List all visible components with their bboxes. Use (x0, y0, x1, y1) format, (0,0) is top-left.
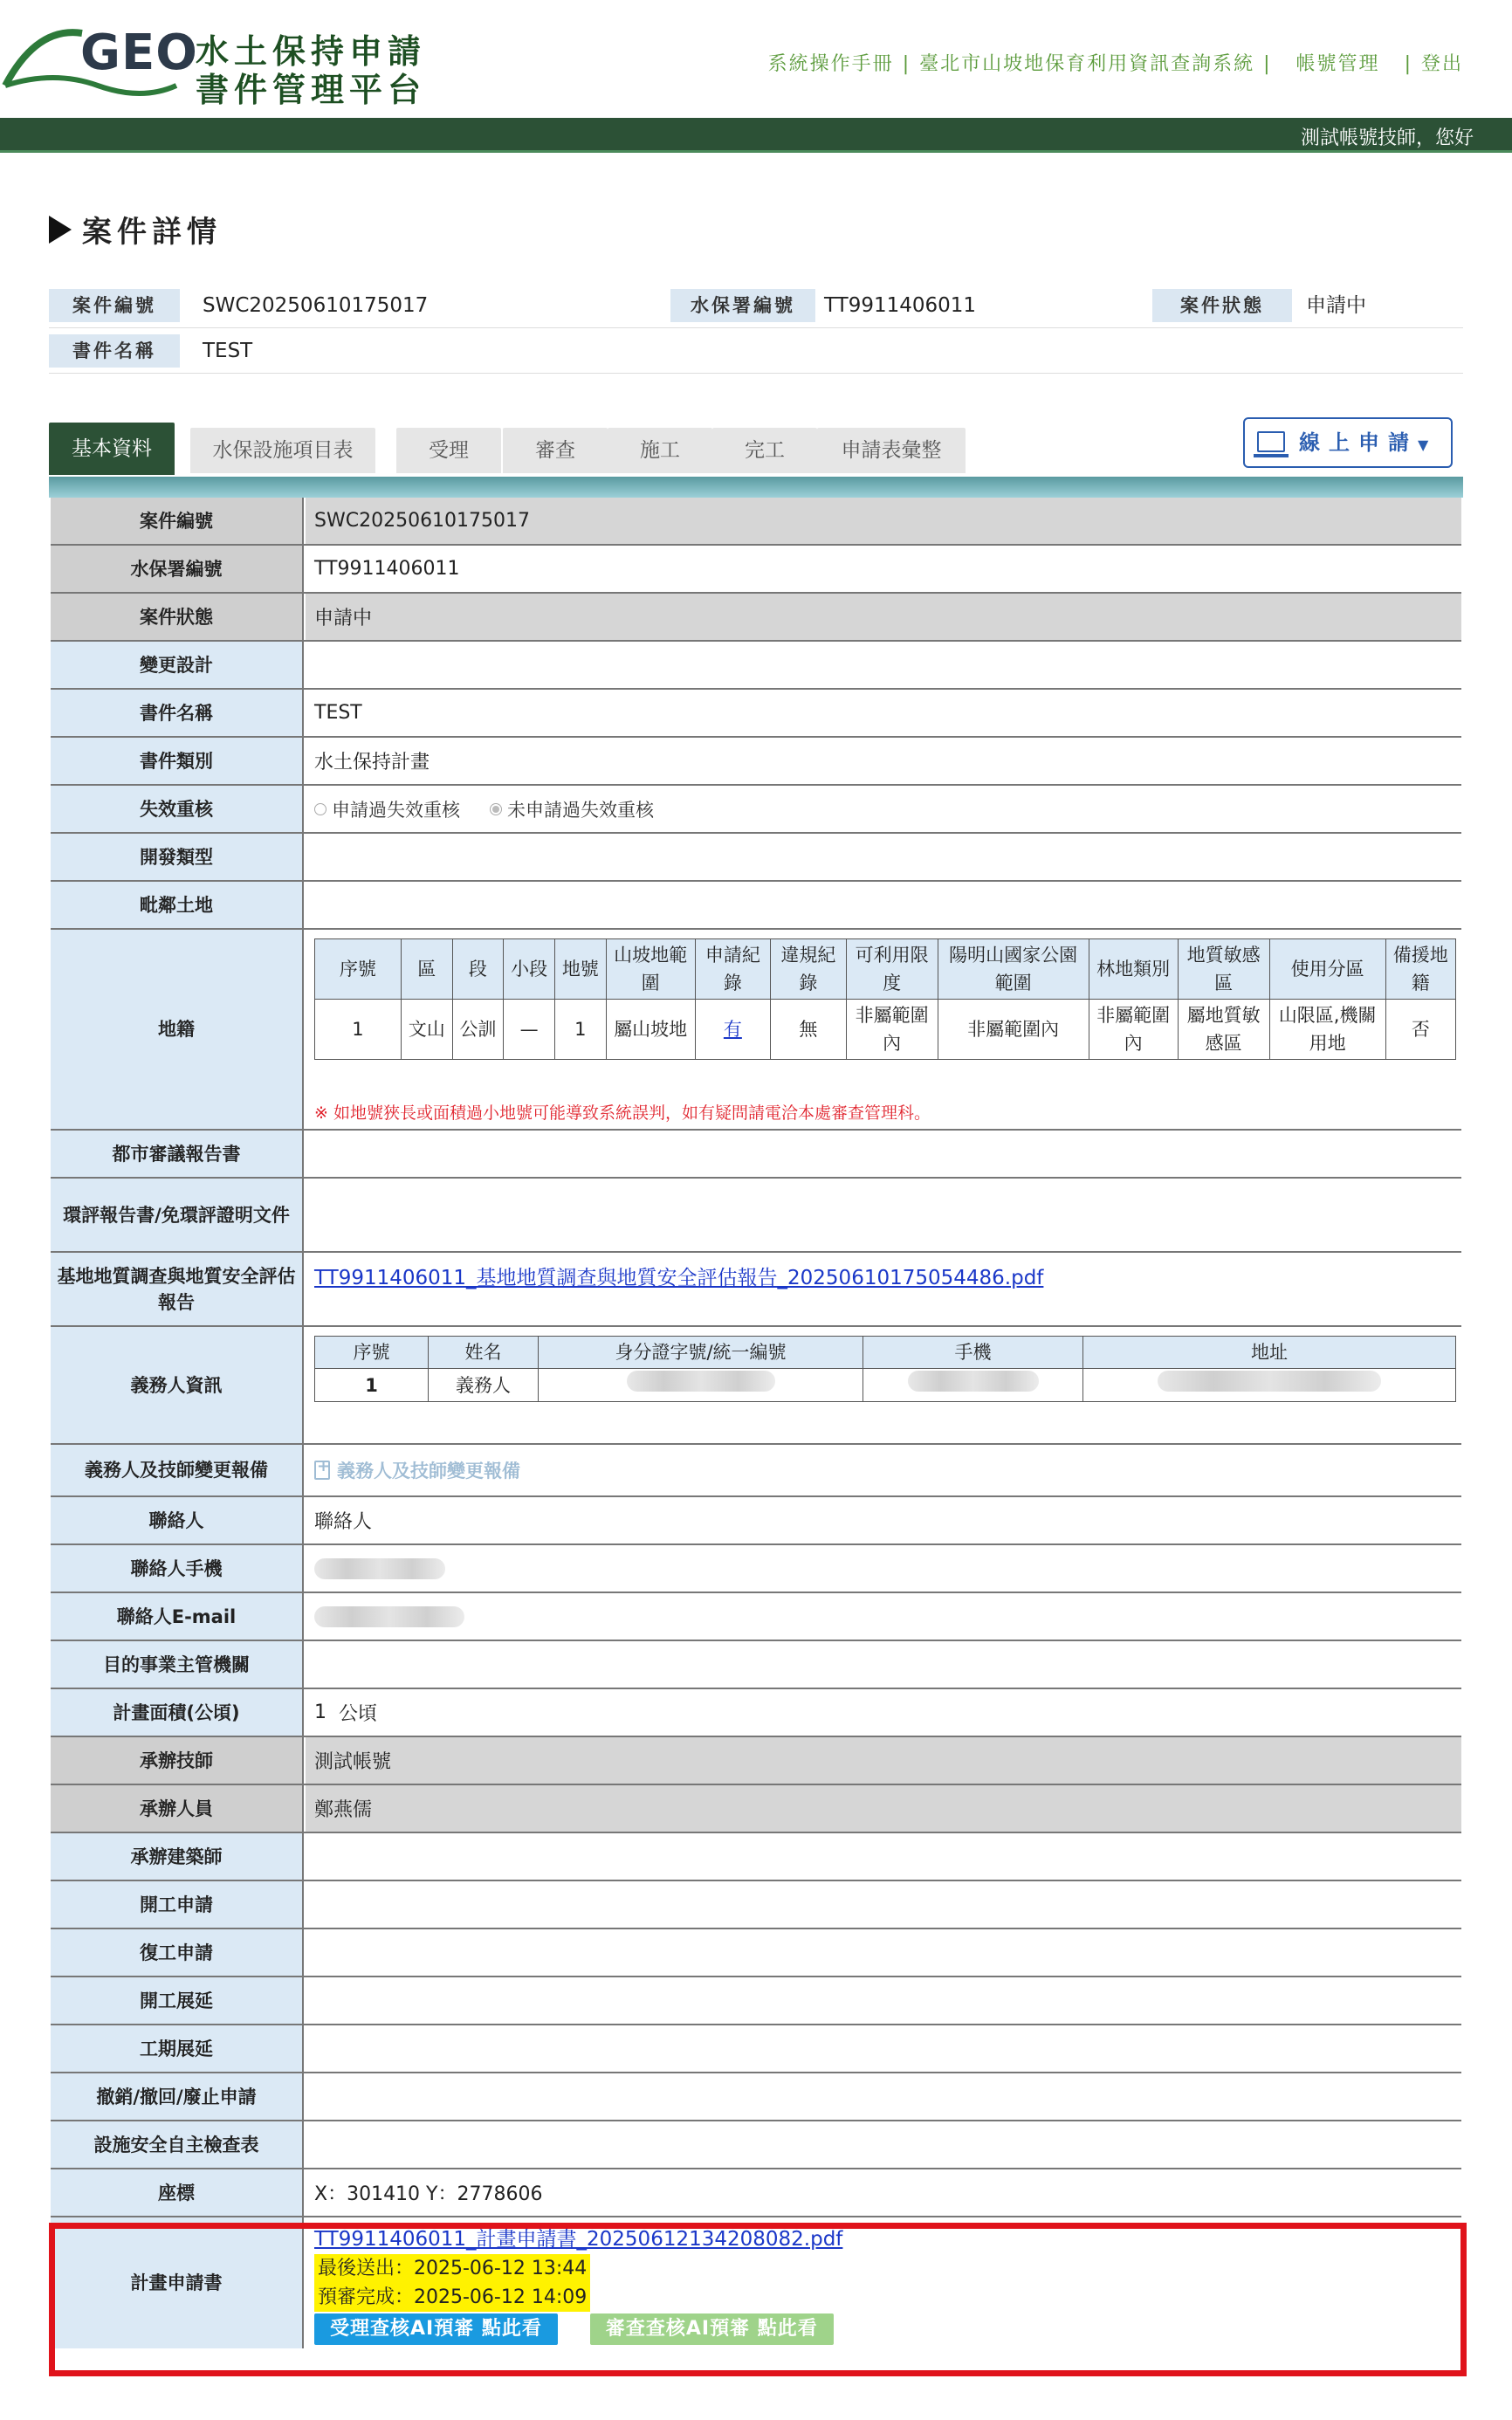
row-adjacent: 毗鄰土地 (51, 882, 1461, 930)
site-logo[interactable] (2, 17, 438, 109)
monitor-icon (1257, 431, 1285, 452)
row-authority: 目的事業主管機關 (51, 1641, 1461, 1689)
logo-text: GEO (80, 24, 198, 81)
triangle-icon (49, 216, 72, 244)
redacted-contact-phone (314, 1558, 445, 1579)
row-doc-name: 書件名稱 TEST (51, 690, 1461, 738)
tab-basic[interactable]: 基本資料 (49, 423, 175, 475)
row-case-no: 案件編號 SWC20250610175017 (51, 498, 1461, 546)
table-row: 1 文山 公訓 — 1 屬山坡地 有 無 非屬範圍內 非屬範圍內 非屬範圍內 屬地質敏感區 山限區,機關用地 否 (315, 1000, 1456, 1060)
row-withdraw: 撤銷/撤回/廢止申請 (51, 2073, 1461, 2121)
tab-underline (49, 477, 1463, 498)
row-contact-email: 聯絡人E-mail (51, 1593, 1461, 1641)
accept-ai-review-button[interactable]: 受理查核AI預審 點此看 (314, 2313, 558, 2345)
add-file-icon (314, 1461, 330, 1480)
summary-label: 案件狀態 (1152, 289, 1292, 322)
row-change-design: 變更設計 (51, 642, 1461, 690)
plan-file-link[interactable]: TT9911406011_計畫申請書_20250612134208082.pdf (314, 2228, 843, 2251)
summary-doc-name: TEST (203, 340, 253, 362)
row-start-ext: 開工展延 (51, 1977, 1461, 2025)
row-status: 案件狀態 申請中 (51, 594, 1461, 642)
user-bar (0, 118, 1512, 153)
row-architect: 承辦建築師 (51, 1833, 1461, 1881)
row-change-notice: 義務人及技師變更報備 + 義務人及技師變更報備 (51, 1445, 1461, 1497)
redacted-id (627, 1371, 775, 1392)
reapproval-yes-radio[interactable] (314, 803, 326, 815)
land-note: ※ 如地號狹長或面積過小地號可能導致系統誤判，如有疑問請電洽本處審查管理科。 (314, 1103, 931, 1123)
highlight-box (49, 2223, 1467, 2376)
redacted-phone (908, 1371, 1039, 1392)
row-area: 計畫面積(公頃) 1 公頃 (51, 1689, 1461, 1737)
table-row: 1 義務人 (315, 1369, 1456, 1402)
summary-row (49, 286, 1463, 328)
slope-query-link[interactable]: 臺北市山坡地保育利用資訊查詢系統 (919, 53, 1255, 75)
platform-title-line1: 水土保持申請 (196, 32, 427, 71)
platform-title-line2: 書件管理平台 (196, 71, 427, 109)
row-plan: 計畫申請書 TT9911406011_計畫申請書_20250612134208082.pdf 最後送出：2025-06-12 13:44 預審完成：2025-06-12 14:09 受理查核AI預審 點此看 審查查核AI預審 點此看 (51, 2217, 1461, 2348)
row-urban-review: 都市審議報告書 (51, 1131, 1461, 1179)
summary-label: 書件名稱 (49, 334, 180, 368)
row-dev-type: 開發類型 (51, 834, 1461, 882)
top-links: 系統操作手冊 | 臺北市山坡地保育利用資訊查詢系統 | 帳號管理 | 登出 (767, 53, 1463, 75)
summary-label: 案件編號 (49, 289, 180, 322)
tab-facilities[interactable]: 水保設施項目表 (190, 428, 375, 473)
user-greeting: 測試帳號技師，您好 (1300, 127, 1474, 149)
row-start: 開工申請 (51, 1881, 1461, 1929)
summary-status: 申請中 (1306, 294, 1366, 317)
summary-case-no: SWC20250610175017 (203, 294, 429, 317)
row-doc-type: 書件類別 水土保持計畫 (51, 738, 1461, 786)
row-period-ext: 工期展延 (51, 2025, 1461, 2073)
tab-construction[interactable]: 施工 (608, 428, 712, 473)
row-staff: 承辦人員 鄭燕儒 (51, 1785, 1461, 1833)
summary-label: 水保署編號 (670, 289, 815, 322)
summary-row (49, 332, 1463, 374)
row-reapproval: 失效重核 申請過失效重核 未申請過失效重核 (51, 786, 1461, 834)
expected-time: 預審完成：2025-06-12 14:09 (314, 2283, 590, 2312)
row-geology: 基地地質調查與地質安全評估報告 TT9911406011_基地地質調查與地質安全評估報告_20250610175054486.pdf (51, 1253, 1461, 1327)
row-engineer: 承辦技師 測試帳號 (51, 1737, 1461, 1785)
tab-summary[interactable]: 申請表彙整 (817, 428, 966, 473)
geology-report-link[interactable]: TT9911406011_基地地質調查與地質安全評估報告_20250610175054486.pdf (314, 1267, 1044, 1289)
tab-completion[interactable]: 完工 (712, 428, 817, 473)
reapproval-no-radio[interactable] (490, 803, 502, 815)
tab-review[interactable]: 審查 (503, 428, 608, 473)
obligor-table: 序號 姓名 身分證字號/統一編號 手機 地址 1 義務人 (314, 1336, 1456, 1402)
review-ai-review-button[interactable]: 審查查核AI預審 點此看 (590, 2313, 834, 2345)
account-link[interactable]: 帳號管理 (1296, 53, 1380, 75)
redacted-address (1158, 1371, 1381, 1392)
logout-link[interactable]: 登出 (1420, 53, 1463, 75)
redacted-email (314, 1606, 464, 1627)
page-title: 案件詳情 (49, 208, 222, 251)
row-safety: 設施安全自主檢查表 (51, 2121, 1461, 2169)
online-apply-button[interactable]: 線上申請▼ (1243, 417, 1453, 468)
row-resume: 復工申請 (51, 1929, 1461, 1977)
row-coord: 座標 X：301410 Y：2778606 (51, 2169, 1461, 2217)
last-sent-time: 最後送出：2025-06-12 13:44 (314, 2254, 590, 2283)
header (0, 0, 1512, 118)
land-table: 序號 區 段 小段 地號 山坡地範圍 申請紀錄 違規紀錄 可利用限度 陽明山國家公園範圍 林地類別 地質敏感區 使用分區 備援地籍 1 文山 公訓 — 1 屬山坡地 有 無 非屬範圍內 非屬範圍內 非屬範圍內 屬地質敏感區 山限區,機關用地 否 (314, 938, 1456, 1060)
row-eia: 環評報告書/免環評證明文件 (51, 1179, 1461, 1253)
summary-swc-no: TT9911406011 (824, 294, 977, 317)
application-record-link[interactable]: 有 (723, 1019, 742, 1040)
row-contact: 聯絡人 聯絡人 (51, 1497, 1461, 1545)
row-land: 地籍 序號 區 段 小段 地號 山坡地範圍 申請紀錄 違規紀錄 可利用限度 陽明山國家公園範圍 林地類別 地質敏感區 使用分區 備援地籍 1 文山 公訓 — 1 屬山坡地 有 無 非屬範圍內 非屬範圍內 非屬範圍內 屬地質敏感區 山限區,機關用地 否 ※ 如地號狹長或面積過小地號可能導致系統誤判，如有疑問請電洽本處審查管理科。 (51, 930, 1461, 1131)
manual-link[interactable]: 系統操作手冊 (767, 53, 894, 75)
row-swc-no: 水保署編號 TT9911406011 (51, 546, 1461, 594)
change-notice-link[interactable]: + 義務人及技師變更報備 (314, 1457, 520, 1483)
row-obligor: 義務人資訊 序號 姓名 身分證字號/統一編號 手機 地址 1 義務人 (51, 1327, 1461, 1445)
row-contact-phone: 聯絡人手機 (51, 1545, 1461, 1593)
tab-accept[interactable]: 受理 (396, 428, 501, 473)
